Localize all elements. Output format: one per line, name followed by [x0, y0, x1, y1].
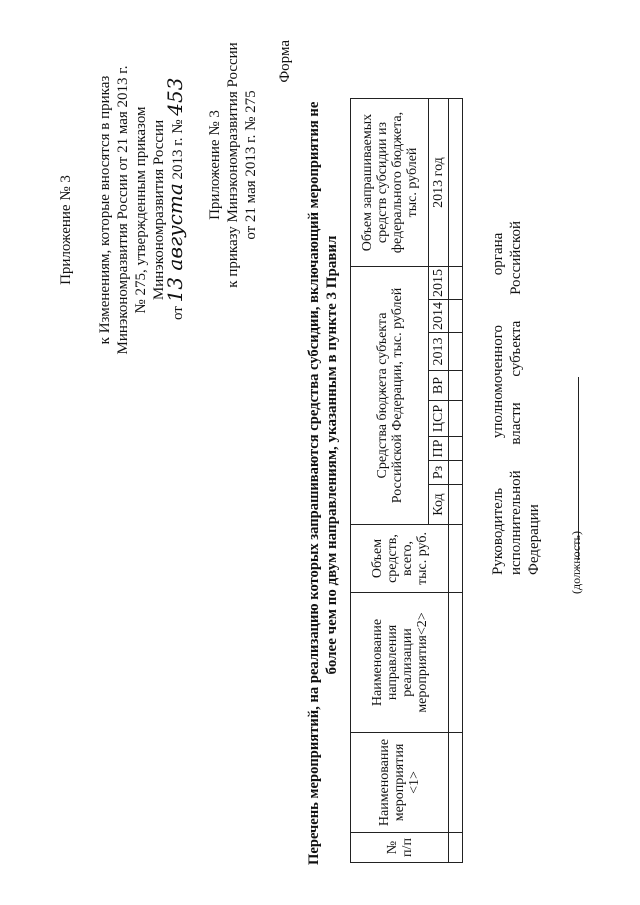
position-caption: (должность) — [569, 531, 583, 594]
handwritten-number: 453 — [163, 77, 187, 116]
header-region-budget: Средства бюджета субъекта Российской Федерации, тыс. рублей — [351, 267, 429, 525]
header-event-name: Наименование мероприятия <1> — [351, 733, 449, 833]
table-header-row — [351, 99, 429, 863]
appendix-title: Приложение № 3 — [58, 175, 74, 285]
header-federal-subsidy: Объем запрашиваемых средств субсидии из федерального бюджета, тыс. рублей — [351, 99, 429, 267]
table-cell — [449, 437, 463, 461]
signatory-role-line-1: Руководитель уполномоченного органа — [490, 232, 506, 575]
subheader-federal-year: 2013 год — [429, 99, 449, 267]
signatory-role-line-2: исполнительной власти субъекта Российской — [508, 220, 524, 575]
table-cell — [449, 333, 463, 371]
subheader-2015: 2015 — [429, 267, 449, 300]
date-line — [163, 77, 187, 321]
order-line-2: от 21 мая 2013 г. № 275 — [243, 90, 259, 240]
subheader-pr: ПР — [429, 437, 449, 461]
signatory-role-line-3: Федерации — [526, 504, 542, 575]
subheader-2014: 2014 — [429, 300, 449, 333]
handwritten-date: 13 августа — [163, 183, 187, 303]
amend-line-4: Минэкономразвития России — [151, 119, 167, 301]
appendix-title-2: Приложение № 3 — [207, 110, 223, 220]
date-suffix: 2013 г. № — [170, 119, 186, 180]
table-cell — [449, 461, 463, 485]
header-direction: Наименование направления реализации мероприятия<2> — [351, 593, 449, 733]
subheader-kod: Код — [429, 485, 449, 525]
table-cell — [449, 371, 463, 401]
document-title-line-2: более чем по двум направлениям, указанным в пункте 3 Правил — [324, 235, 340, 675]
table-cell — [449, 267, 463, 300]
table-cell — [449, 833, 463, 863]
header-total: Объем средств, всего, тыс. руб. — [351, 525, 449, 593]
header-num: № п/п — [351, 833, 449, 863]
date-prefix: от — [170, 306, 186, 320]
table-cell — [449, 733, 463, 833]
subheader-csr: ЦСР — [429, 401, 449, 437]
amend-line-1: к Изменениям, которые вносятся в приказ — [97, 75, 113, 345]
amend-line-2: Минэкономразвития России от 21 мая 2013 г. — [115, 65, 131, 355]
table-cell — [449, 300, 463, 333]
table-cell — [449, 99, 463, 267]
table-cell — [449, 593, 463, 733]
document-title-line-1: Перечень мероприятий, на реализацию которых запрашиваются средства субсидии, включающий мероприятия не — [306, 101, 322, 865]
table-cell — [449, 401, 463, 437]
events-table — [350, 98, 463, 863]
table-cell — [449, 485, 463, 525]
table-cell — [449, 525, 463, 593]
order-line-1: к приказу Минэкономразвития России — [225, 42, 241, 288]
subheader-2013: 2013 — [429, 333, 449, 371]
amend-line-3: № 275, утвержденным приказом — [133, 106, 149, 314]
form-label: Форма — [277, 40, 293, 83]
table-empty-row — [449, 99, 463, 863]
subheader-rz: Рз — [429, 461, 449, 485]
subheader-vr: ВР — [429, 371, 449, 401]
